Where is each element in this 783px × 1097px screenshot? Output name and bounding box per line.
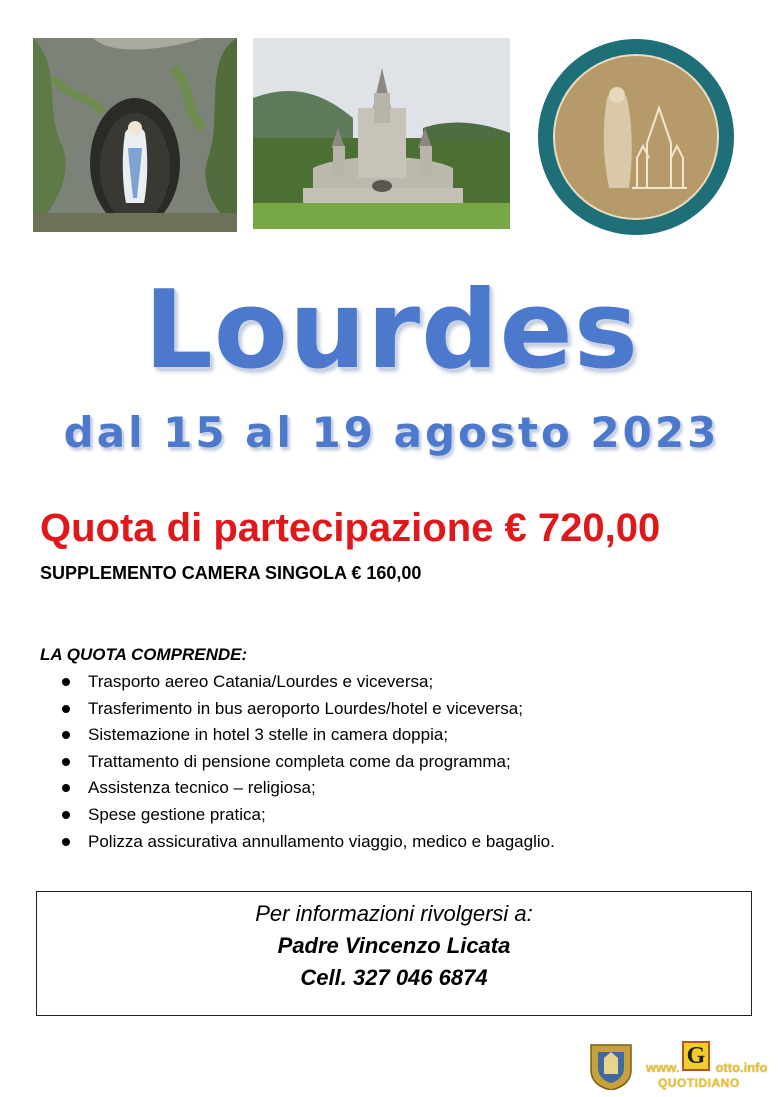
- list-item: Trattamento di pensione completa come da programma;: [62, 749, 555, 776]
- site-logo-url[interactable]: www. otto.info: [646, 1060, 768, 1075]
- site-logo-g[interactable]: G: [682, 1041, 710, 1071]
- contact-phone[interactable]: Cell. 327 046 6874: [300, 965, 488, 990]
- crest-logo: [586, 1040, 636, 1090]
- list-item: Assistenza tecnico – religiosa;: [62, 775, 555, 802]
- bullet-icon: [62, 731, 70, 739]
- bullet-icon: [62, 705, 70, 713]
- list-item: Trasferimento in bus aeroporto Lourdes/hotel e viceversa;: [62, 696, 555, 723]
- event-dates: dal 15 al 19 agosto 2023: [63, 408, 720, 457]
- jubilee-medal: [537, 38, 735, 236]
- list-item: Polizza assicurativa annullamento viaggio, medico e bagaglio.: [62, 829, 555, 856]
- contact-box: [36, 891, 752, 1016]
- bullet-icon: [62, 784, 70, 792]
- participation-price: Quota di partecipazione € 720,00: [40, 506, 661, 550]
- bullet-icon: [62, 811, 70, 819]
- bullet-icon: [62, 838, 70, 846]
- bullet-icon: [62, 758, 70, 766]
- includes-heading: LA QUOTA COMPRENDE:: [40, 645, 248, 664]
- contact-intro: Per informazioni rivolgersi a:: [255, 901, 533, 926]
- site-logo-subtitle: QUOTIDIANO: [658, 1076, 740, 1090]
- page-title: Lourdes: [143, 268, 639, 393]
- single-room-supplement: SUPPLEMENTO CAMERA SINGOLA € 160,00: [40, 563, 422, 583]
- contact-name: Padre Vincenzo Licata: [277, 933, 511, 958]
- list-item: Spese gestione pratica;: [62, 802, 555, 829]
- list-item: Sistemazione in hotel 3 stelle in camera doppia;: [62, 722, 555, 749]
- list-item: Trasporto aereo Catania/Lourdes e viceversa;: [62, 669, 555, 696]
- includes-list: [62, 669, 555, 855]
- basilica-photo: [253, 38, 510, 229]
- grotto-photo: [33, 38, 237, 232]
- bullet-icon: [62, 678, 70, 686]
